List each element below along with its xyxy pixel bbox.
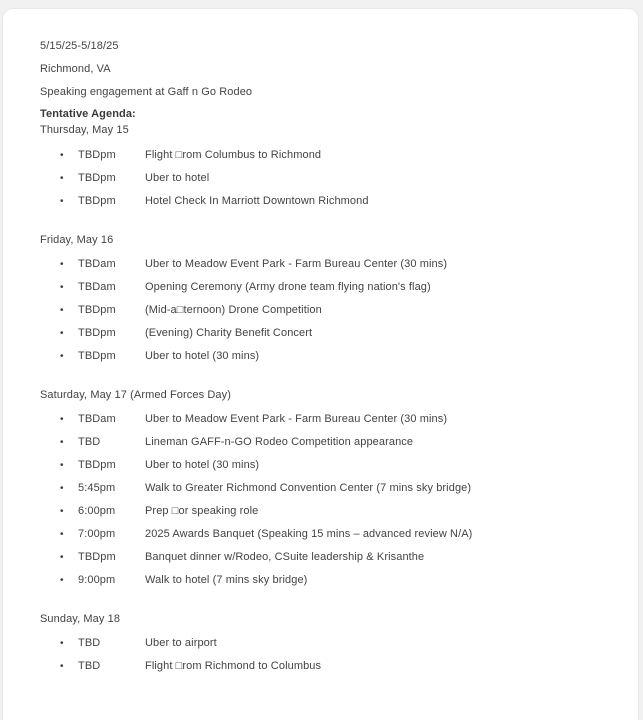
trip-location: Richmond, VA [40, 63, 111, 75]
agenda-item [40, 280, 608, 295]
bullet-icon: • [60, 506, 64, 517]
agenda-item [40, 257, 608, 272]
agenda-item [40, 412, 608, 427]
item-time: 9:00pm [78, 574, 116, 586]
agenda-item [40, 194, 608, 209]
item-time: TBDpm [78, 327, 116, 339]
item-description: Walk to Greater Richmond Convention Center (7 mins sky bridge) [145, 482, 472, 494]
agenda-day-section [40, 612, 608, 674]
bullet-icon: • [60, 259, 64, 270]
trip-summary: Speaking engagement at Gaff n Go Rodeo [40, 86, 253, 98]
day-header: Saturday, May 17 (Armed Forces Day) [40, 389, 231, 401]
bullet-icon: • [60, 661, 64, 672]
agenda-day-section [40, 388, 608, 588]
agenda-item [40, 504, 608, 519]
item-time: 5:45pm [78, 482, 116, 494]
bullet-icon: • [60, 328, 64, 339]
item-description: (Mid-a□ternoon) Drone Competition [145, 304, 322, 316]
item-description: Uber to hotel [145, 172, 210, 184]
item-description: Lineman GAFF-n-GO Rodeo Competition appearance [145, 436, 414, 448]
agenda-item [40, 171, 608, 186]
bullet-icon: • [60, 460, 64, 471]
item-description: (Evening) Charity Benefit Concert [145, 327, 313, 339]
agenda-item [40, 550, 608, 565]
item-time: TBDpm [78, 459, 116, 471]
bullet-icon: • [60, 282, 64, 293]
item-description: Flight □rom Richmond to Columbus [145, 660, 322, 672]
item-time: TBDam [78, 413, 116, 425]
item-time: TBDpm [78, 304, 116, 316]
day-items [40, 636, 608, 674]
trip-date-range: 5/15/25-5/18/25 [40, 40, 119, 52]
agenda-day-section [40, 233, 608, 364]
item-description: Uber to hotel (30 mins) [145, 350, 260, 362]
bullet-icon: • [60, 305, 64, 316]
agenda-item [40, 148, 608, 163]
item-time: TBDam [78, 258, 116, 270]
day-header: Sunday, May 18 [40, 613, 121, 625]
item-time: 6:00pm [78, 505, 116, 517]
item-time: TBDpm [78, 551, 116, 563]
bullet-icon: • [60, 150, 64, 161]
agenda-day-section [40, 123, 608, 209]
agenda-item [40, 481, 608, 496]
item-description: Uber to hotel (30 mins) [145, 459, 260, 471]
document-page [3, 9, 638, 720]
item-description: Opening Ceremony (Army drone team flying nation's flag) [145, 281, 431, 293]
agenda-item [40, 573, 608, 588]
day-header: Thursday, May 15 [40, 124, 129, 136]
day-header: Friday, May 16 [40, 234, 114, 246]
bullet-icon: • [60, 529, 64, 540]
agenda-item [40, 349, 608, 364]
bullet-icon: • [60, 638, 64, 649]
item-time: TBD [78, 436, 101, 448]
item-time: TBDpm [78, 350, 116, 362]
bullet-icon: • [60, 437, 64, 448]
bullet-icon: • [60, 575, 64, 586]
item-time: TBDpm [78, 149, 116, 161]
agenda-item [40, 326, 608, 341]
item-description: Hotel Check In Marriott Downtown Richmond [145, 195, 369, 207]
item-description: Prep □or speaking role [145, 505, 259, 517]
day-items [40, 412, 608, 588]
agenda-item [40, 659, 608, 674]
bullet-icon: • [60, 483, 64, 494]
item-description: Flight □rom Columbus to Richmond [145, 149, 322, 161]
agenda-item [40, 458, 608, 473]
item-time: TBD [78, 637, 101, 649]
bullet-icon: • [60, 414, 64, 425]
agenda-item [40, 303, 608, 318]
item-description: Uber to airport [145, 637, 217, 649]
agenda-item [40, 636, 608, 651]
item-description: Uber to Meadow Event Park - Farm Bureau Center (30 mins) [145, 413, 448, 425]
agenda-heading: Tentative Agenda: [40, 108, 136, 120]
day-items [40, 148, 608, 209]
agenda-days [40, 123, 608, 674]
item-description: 2025 Awards Banquet (Speaking 15 mins – advanced review N/A) [145, 528, 473, 540]
item-description: Uber to Meadow Event Park - Farm Bureau Center (30 mins) [145, 258, 448, 270]
day-items [40, 257, 608, 364]
bullet-icon: • [60, 552, 64, 563]
item-time: TBDpm [78, 195, 116, 207]
item-time: TBD [78, 660, 101, 672]
item-time: TBDam [78, 281, 116, 293]
bullet-icon: • [60, 196, 64, 207]
agenda-item [40, 527, 608, 542]
item-time: TBDpm [78, 172, 116, 184]
agenda-item [40, 435, 608, 450]
document-content [3, 9, 638, 674]
item-description: Banquet dinner w/Rodeo, CSuite leadership & Krisanthe [145, 551, 425, 563]
bullet-icon: • [60, 173, 64, 184]
item-description: Walk to hotel (7 mins sky bridge) [145, 574, 308, 586]
item-time: 7:00pm [78, 528, 116, 540]
bullet-icon: • [60, 351, 64, 362]
